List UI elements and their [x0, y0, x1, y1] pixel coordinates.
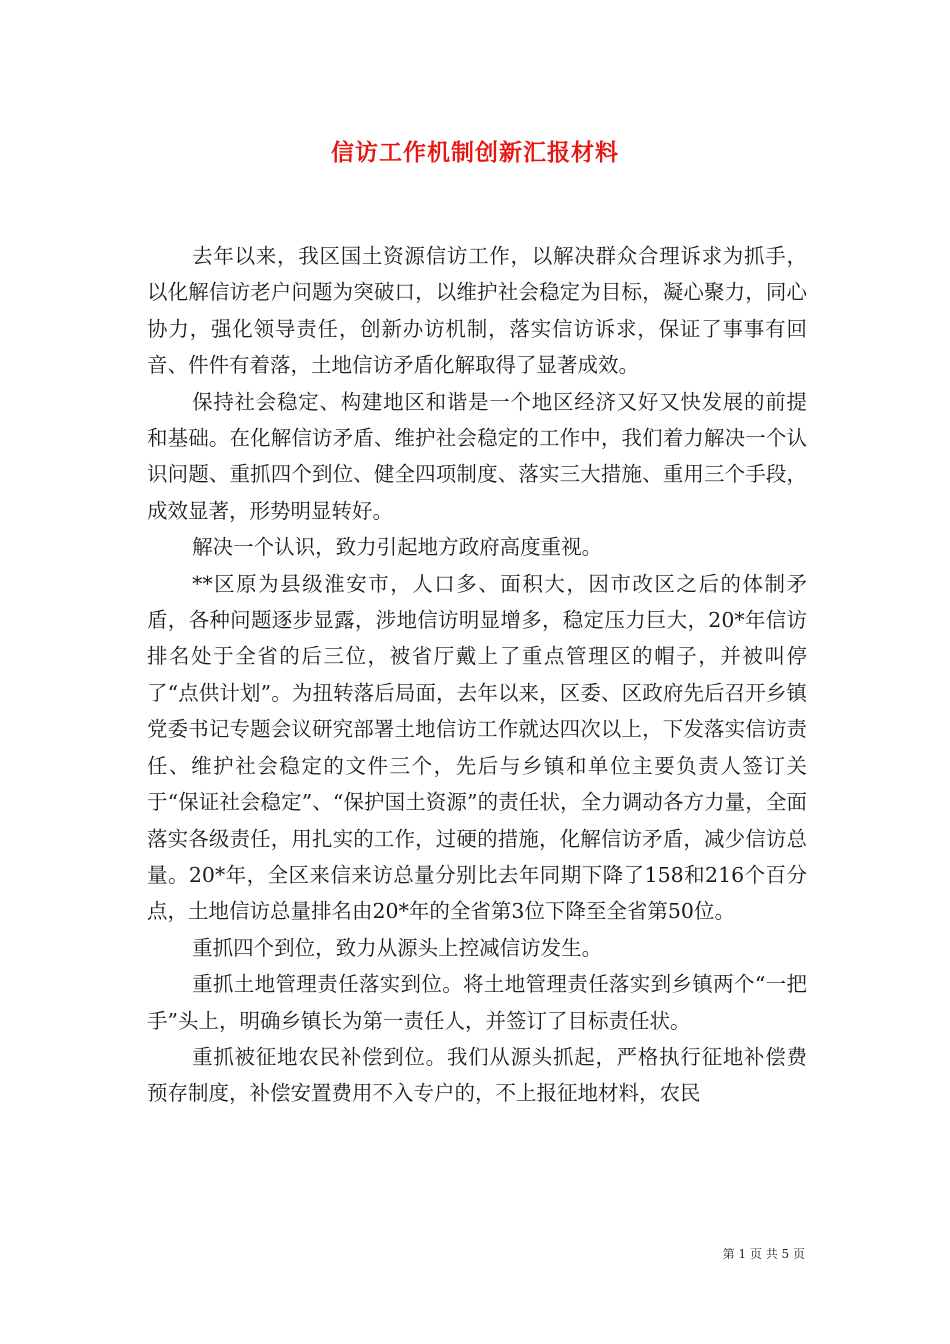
- paragraph: 去年以来，我区国土资源信访工作，以解决群众合理诉求为抓手，以化解信访老户问题为突破口，以维护社会稳定为目标，凝心聚力，同心协力，强化领导责任，创新办访机制，落实信访诉求，保证了事事有回音、件件有着落，土地信访矛盾化解取得了显著成效。: [147, 244, 807, 378]
- paragraph: 保持社会稳定、构建地区和谐是一个地区经济又好又快发展的前提和基础。在化解信访矛盾、维护社会稳定的工作中，我们着力解决一个认识问题、重抓四个到位、健全四项制度、落实三大措施、重用三个手段，成效显著，形势明显转好。: [147, 389, 807, 523]
- paragraph: 重抓被征地农民补偿到位。我们从源头抓起，严格执行征地补偿费预存制度，补偿安置费用不入专户的，不上报征地材料，农民: [147, 1044, 807, 1106]
- document-body: [147, 238, 807, 1112]
- document-title: 信访工作机制创新汇报材料: [331, 139, 619, 166]
- paragraph: 重抓四个到位，致力从源头上控减信访发生。: [192, 935, 603, 960]
- paragraph: **区原为县级淮安市，人口多、面积大，因市改区之后的体制矛盾，各种问题逐步显露，涉地信访明显增多，稳定压力巨大，20*年信访排名处于全省的后三位，被省厅戴上了重点管理区的帽子，并被叫停了“点供计划”。为扭转落后局面，去年以来，区委、区政府先后召开乡镇党委书记专题会议研究部署土地信访工作就达四次以上，下发落实信访责任、维护社会稳定的文件三个，先后与乡镇和单位主要负责人签订关于“保证社会稳定”、“保护国土资源”的责任状，全力调动各方力量，全面落实各级责任，用扎实的工作，过硬的措施，化解信访矛盾，减少信访总量。20*年，全区来信来访总量分别比去年同期下降了158和216个百分点，土地信访总量排名由20*年的全省第3位下降至全省第50位。: [147, 571, 807, 924]
- paragraph: 解决一个认识，致力引起地方政府高度重视。: [192, 535, 603, 560]
- paragraph: 重抓土地管理责任落实到位。将土地管理责任落实到乡镇两个“一把手”头上，明确乡镇长为第一责任人，并签订了目标责任状。: [147, 972, 807, 1033]
- page-number-footer: 第 1 页 共 5 页: [722, 1247, 805, 1261]
